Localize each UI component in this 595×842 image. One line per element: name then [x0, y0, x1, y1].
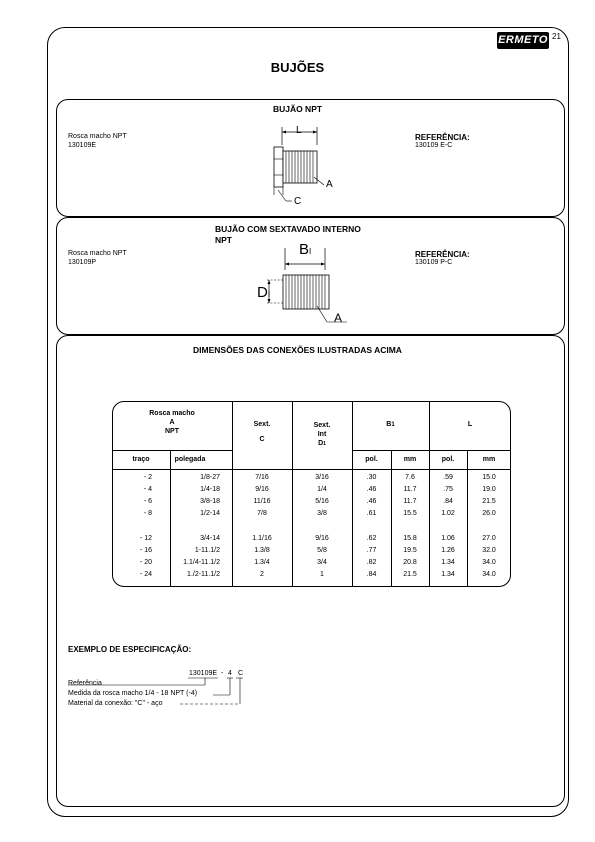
table-cell: 21.5 — [482, 498, 496, 505]
table-cell: - 20 — [139, 559, 152, 566]
example-line-size: Medida da rosca macho 1/4 - 18 NPT (-4) — [68, 690, 198, 697]
dim-A2-label: A — [334, 311, 343, 325]
page-number: 21 — [552, 32, 561, 41]
table-cell: .46 — [366, 498, 377, 505]
example-code-ref: 130109E — [189, 670, 218, 677]
plug-npt-drawing — [262, 125, 362, 210]
th-traco: traço — [132, 456, 150, 463]
table-cell: 1.1/4-11.1/2 — [183, 559, 220, 566]
table-cell: .84 — [443, 498, 453, 505]
table-cell: .62 — [366, 535, 377, 542]
panel2-desc: Rosca macho NPT 130109P — [68, 250, 127, 266]
table-cell: 2 — [260, 571, 264, 578]
example-line-mat: Material da conexão: "C" - aço — [68, 700, 163, 707]
example-code-size: 4 — [228, 670, 232, 677]
panel1-reference: REFERÊNCIA: 130109 E-C — [415, 133, 470, 149]
page-title: BUJÕES — [270, 60, 325, 75]
table-cell: .46 — [366, 486, 377, 493]
table-cell: .75 — [443, 486, 453, 493]
example-line-ref: Referência — [68, 680, 102, 687]
table-cell: 1/4-18 — [200, 486, 220, 493]
table-cell: 1.3/4 — [254, 559, 270, 566]
table-cell: .30 — [366, 474, 377, 481]
table-cell: 34.0 — [482, 559, 496, 566]
dim-D-label: DI — [257, 284, 271, 301]
dim-C-label: C — [294, 196, 302, 207]
th-mm1: mm — [403, 456, 417, 463]
table-cell: 3/8-18 — [200, 498, 220, 505]
th-pol2: pol. — [441, 456, 455, 463]
table-cell: 11.7 — [403, 498, 417, 505]
table-cell: 1.34 — [441, 559, 455, 566]
th-rosca: Rosca macho A NPT — [149, 410, 195, 435]
table-cell: - 2 — [143, 474, 152, 481]
table-cell: 7/8 — [257, 510, 267, 517]
table-cell: .84 — [366, 571, 377, 578]
table-cell: 9/16 — [255, 486, 269, 493]
table-cell: 20.8 — [403, 559, 417, 566]
th-sext-int: Sext. Int D1 — [313, 422, 331, 447]
panel1-title: BUJÃO NPT — [272, 104, 323, 114]
panel2-reference: REFERÊNCIA: 130109 P-C — [415, 250, 470, 266]
table-cell: 21.5 — [403, 571, 417, 578]
panel1-desc: Rosca macho NPT 130109E — [68, 133, 127, 149]
table-cell: 15.8 — [403, 535, 417, 542]
table-cell: 7/16 — [255, 474, 269, 481]
table-cell: 27.0 — [482, 535, 496, 542]
th-b1: B1 — [386, 421, 395, 428]
table-cell: .77 — [366, 547, 377, 554]
table-cell: - 8 — [143, 510, 152, 517]
table-cell: .59 — [443, 474, 453, 481]
table-cell: 9/16 — [315, 535, 329, 542]
example-title: EXEMPLO DE ESPECIFICAÇÃO: — [68, 645, 192, 654]
th-polegada: polegada — [174, 456, 206, 463]
ermeto-logo: ERMETO — [497, 32, 549, 49]
table-cell: 34.0 — [482, 571, 496, 578]
table-cell: 3/8 — [317, 510, 327, 517]
table-cell: 5/8 — [317, 547, 327, 554]
th-sext: Sext. C — [253, 421, 271, 443]
example-code-dash: - — [221, 670, 224, 677]
table-cell: 1.1/16 — [252, 535, 272, 542]
table-cell: 3/16 — [315, 474, 329, 481]
table-cell: 1.3/8 — [254, 547, 270, 554]
th-l: L — [467, 421, 473, 428]
table-cell: 7.6 — [405, 474, 415, 481]
table-cell: .61 — [366, 510, 377, 517]
table-cell: - 6 — [143, 498, 152, 505]
th-mm2: mm — [482, 456, 496, 463]
table-cell: 1 — [320, 571, 324, 578]
table-cell: 1.02 — [441, 510, 455, 517]
table-cell: 15.5 — [403, 510, 417, 517]
table-cell: - 16 — [139, 547, 152, 554]
table-cell: 1./2-11.1/2 — [187, 571, 220, 578]
panel2-title: BUJÃO COM SEXTAVADO INTERNO NPT — [215, 224, 361, 245]
table-cell: 19.0 — [482, 486, 496, 493]
table-cell: 1/8-27 — [200, 474, 220, 481]
table-cell: - 24 — [139, 571, 152, 578]
table-cell: 3/4 — [317, 559, 327, 566]
table-cell: 1/4 — [317, 486, 327, 493]
dim-A-label: A — [326, 179, 333, 190]
dim-L-label: L — [296, 125, 302, 136]
table-cell: 11.7 — [403, 486, 417, 493]
table-cell: 1/2-14 — [200, 510, 220, 517]
table-cell: 15.0 — [482, 474, 496, 481]
table-cell: 19.5 — [403, 547, 417, 554]
th-pol1: pol. — [365, 456, 378, 463]
table-cell: 1-11.1/2 — [194, 547, 220, 554]
example-code-mat: C — [238, 670, 244, 677]
table-cell: 11/16 — [253, 498, 271, 505]
table-cell: 26.0 — [482, 510, 496, 517]
table-cell: 1.26 — [441, 547, 455, 554]
table-cell: - 4 — [143, 486, 152, 493]
dim-B-label: BI — [299, 241, 312, 258]
table-cell: - 12 — [139, 535, 152, 542]
table-cell: .82 — [366, 559, 377, 566]
table-cell: 1.34 — [441, 571, 455, 578]
panel3-title: DIMENSÕES DAS CONEXÕES ILUSTRADAS ACIMA — [193, 345, 402, 355]
table-cell: 5/16 — [315, 498, 329, 505]
table-cell: 3/4-14 — [200, 535, 220, 542]
table-cell: 1.06 — [441, 535, 455, 542]
table-cell: 32.0 — [482, 547, 496, 554]
